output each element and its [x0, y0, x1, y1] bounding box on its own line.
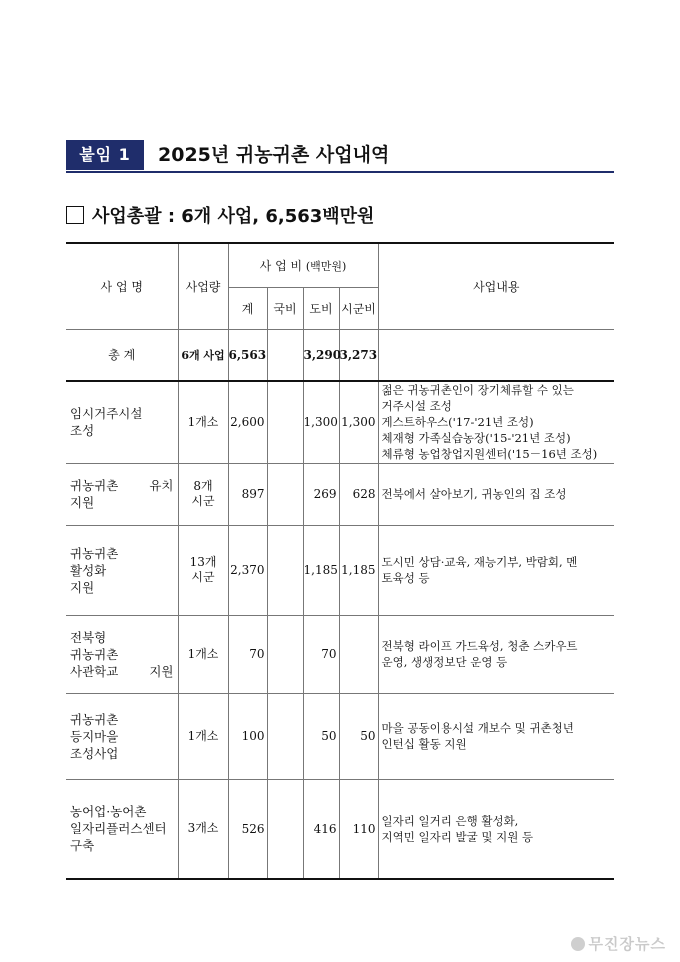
project-province: 70	[303, 615, 339, 693]
project-content-line: 인턴십 활동 지원	[381, 737, 467, 751]
project-qty	[178, 779, 228, 879]
total-province: 3,290	[303, 329, 339, 381]
project-name-line: 지원	[70, 495, 95, 510]
table-row	[66, 693, 614, 779]
annex-badge: 붙임 1	[66, 140, 144, 170]
project-city: 1,185	[339, 525, 378, 615]
project-qty	[178, 615, 228, 693]
project-name	[66, 381, 178, 463]
project-qty	[178, 463, 228, 525]
project-name	[66, 693, 178, 779]
project-total: 100	[228, 693, 267, 779]
project-city: 50	[339, 693, 378, 779]
summary-line	[66, 203, 374, 231]
project-city: 628	[339, 463, 378, 525]
project-qty-line: 8개	[193, 479, 213, 493]
header-national: 국비	[267, 287, 303, 329]
project-content-line: 도시민 상담·교육, 재능기부, 박람회, 멘	[381, 555, 578, 569]
project-content	[378, 693, 614, 779]
project-content-line: 일자리 일거리 은행 활성화,	[381, 813, 519, 828]
project-content-line: 젊은 귀농귀촌인이 장기체류할 수 있는	[381, 383, 574, 398]
project-rows	[66, 381, 614, 879]
project-name-line: 귀농귀촌	[70, 646, 119, 662]
table-row	[66, 381, 614, 463]
project-province: 269	[303, 463, 339, 525]
project-national	[267, 381, 303, 463]
project-content	[378, 381, 614, 463]
project-total: 897	[228, 463, 267, 525]
project-national	[267, 463, 303, 525]
project-qty-line: 시군	[191, 570, 215, 584]
project-name	[66, 615, 178, 693]
checkbox-square-icon	[66, 206, 84, 224]
project-national	[267, 779, 303, 879]
project-name	[66, 463, 178, 525]
project-province: 1,300	[303, 381, 339, 463]
header-qty: 사업량	[178, 243, 228, 329]
project-total: 70	[228, 615, 267, 693]
table-header-row	[66, 243, 614, 287]
project-content	[378, 463, 614, 525]
project-name-line: 귀농귀촌 유치	[70, 478, 174, 493]
table-row	[66, 525, 614, 615]
project-name-line: 조성	[70, 423, 95, 439]
project-qty-line: 1개소	[187, 728, 219, 743]
project-city	[339, 615, 378, 693]
project-name-line: 일자리플러스센터	[70, 821, 167, 837]
project-province: 416	[303, 779, 339, 879]
table-row	[66, 779, 614, 879]
total-sum: 6,563	[228, 329, 267, 381]
watermark-logo-icon	[571, 937, 585, 951]
project-city: 1,300	[339, 381, 378, 463]
project-content-line: 토육성 등	[381, 571, 430, 585]
total-national	[267, 329, 303, 381]
project-table	[66, 242, 614, 880]
project-content	[378, 525, 614, 615]
header-city: 시군비	[339, 287, 378, 329]
project-content-line: 전북에서 살아보기, 귀농인의 집 조성	[381, 487, 567, 501]
project-name-line: 활성화	[70, 562, 107, 578]
project-qty-line: 시군	[191, 494, 215, 508]
total-qty: 6개 사업	[178, 329, 228, 381]
header-total: 계	[228, 287, 267, 329]
project-content-line: 지역민 일자리 발굴 및 지원 등	[381, 829, 534, 844]
project-content	[378, 779, 614, 879]
project-qty-line: 1개소	[187, 646, 219, 661]
page-title: 2025년 귀농귀촌 사업내역	[158, 144, 390, 166]
summary-text: 사업총괄 : 6개 사업, 6,563백만원	[92, 206, 375, 227]
project-content-line: 마을 공동이용시설 개보수 및 귀촌청년	[381, 721, 574, 735]
total-label: 총 계	[66, 329, 178, 381]
project-name	[66, 525, 178, 615]
project-province: 1,185	[303, 525, 339, 615]
project-name-line: 전북형	[70, 629, 107, 645]
project-name-line: 귀농귀촌	[70, 711, 119, 727]
total-content	[378, 329, 614, 381]
project-name-line: 농어업·농어촌	[70, 804, 147, 820]
project-qty-line: 13개	[189, 555, 217, 569]
header-content: 사업내용	[378, 243, 614, 329]
project-content-line: 게스트하우스('17-'21년 조성)	[381, 415, 534, 430]
project-national	[267, 693, 303, 779]
project-name-line: 조성사업	[70, 745, 119, 761]
header-name: 사 업 명	[66, 243, 178, 329]
project-national	[267, 525, 303, 615]
project-content-line: 체류형 농업창업지원센터('15－16년 조성)	[381, 447, 598, 462]
header-province: 도비	[303, 287, 339, 329]
project-city: 110	[339, 779, 378, 879]
project-qty	[178, 525, 228, 615]
project-total: 2,370	[228, 525, 267, 615]
project-content	[378, 615, 614, 693]
project-qty-line: 3개소	[187, 821, 219, 836]
project-content-line: 전북형 라이프 가드육성, 청춘 스카우트	[381, 639, 578, 653]
project-qty	[178, 381, 228, 463]
project-name-line: 임시거주시설	[70, 406, 143, 422]
table-row	[66, 463, 614, 525]
project-name	[66, 779, 178, 879]
project-name-line: 구축	[70, 838, 95, 854]
project-name-line: 사관학교 지원	[70, 663, 174, 679]
watermark: 무진장뉴스	[571, 933, 666, 954]
project-name-line: 지원	[70, 579, 95, 595]
project-content-line: 체재형 가족실습농장('15-'21년 조성)	[381, 431, 571, 446]
project-qty	[178, 693, 228, 779]
project-qty-line: 1개소	[187, 414, 219, 429]
header-budget: 사 업 비 (백만원)	[228, 243, 378, 287]
project-province: 50	[303, 693, 339, 779]
project-name-line: 귀농귀촌	[70, 545, 119, 561]
project-total: 526	[228, 779, 267, 879]
annex-header	[66, 140, 614, 172]
table-row	[66, 615, 614, 693]
total-city: 3,273	[339, 329, 378, 381]
header-divider	[66, 171, 614, 173]
project-total: 2,600	[228, 381, 267, 463]
total-row	[66, 329, 614, 381]
project-content-line: 운영, 생생정보단 운영 등	[381, 655, 508, 669]
project-national	[267, 615, 303, 693]
project-name-line: 등지마을	[70, 728, 119, 744]
project-content-line: 거주시설 조성	[381, 399, 452, 414]
